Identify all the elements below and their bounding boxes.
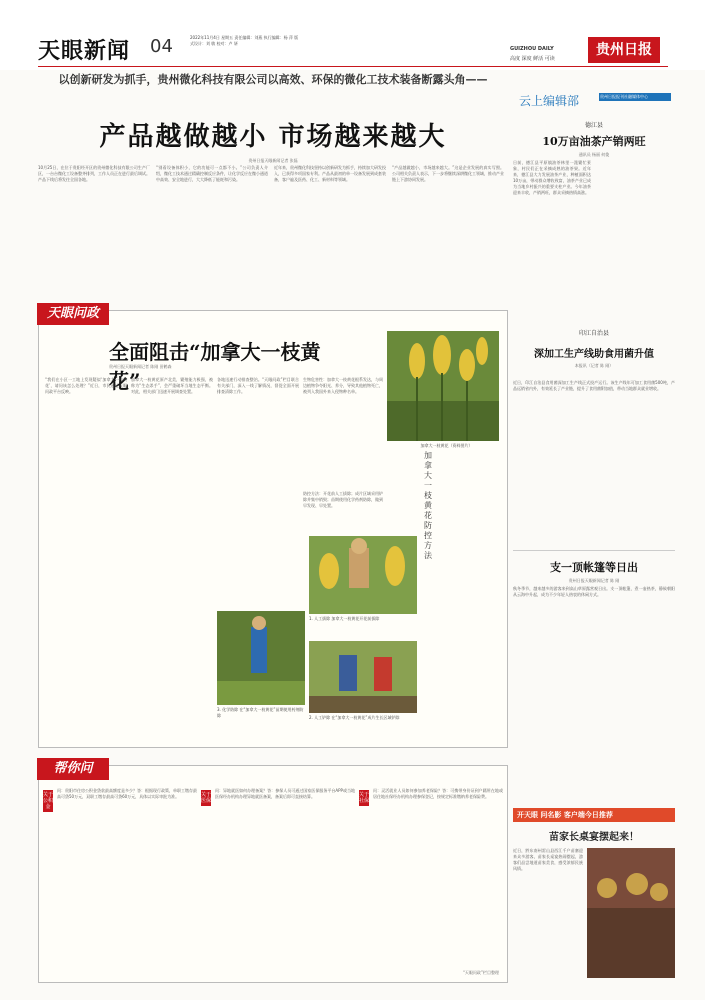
feature-title: 全面阻击“加拿大一枝黄花” (109, 340, 321, 393)
digging-photo (309, 641, 417, 713)
help-note: “天眼问政”栏目整理 (462, 970, 499, 975)
ad-body: 近日，黔东南州雷山县西江千户苗寨迎来众多游客，苗家长桌宴热闹摆起，游客们品尝地道苗家美食，感受浓郁民族风情。 (513, 848, 583, 871)
lead-body-col-2: “别看设备体积小，它的功能可一点都不小。”公司负责人介绍，微化工技术通过精确控制反应条件，让化学反应在微小通道中高效、安全地进行，大大降低了能耗和污染。 (156, 165, 268, 182)
section1-county: 德江县 (584, 122, 603, 129)
section1-body: 日前，德江县平原镇油茶林里一派繁忙景象，村民们正在采摘成熟的油茶果。近年来，德江县大力发展油茶产业，种植面积达10万亩，带动群众增收致富，油茶产业已成为当地乡村振兴的重要支柱产业。今年油茶迎来丰收，产销两旺，群众采摘热情高涨。 (513, 160, 591, 195)
section2-byline: 本报讯（记者 陈 刚） (574, 363, 614, 368)
lead-headline: 产品越做越小 市场越来越大 (99, 122, 447, 152)
ad-title: 苗家长桌宴摆起来！ (549, 832, 639, 843)
photo3-caption: 2. 人工铲除 在“加拿大一枝黄花”成片生长区域铲除 (309, 715, 400, 720)
masthead-slogan: 高度 深度 鲜活 可读 (510, 56, 555, 62)
spraying-photo (217, 611, 305, 705)
lead-byline: 贵州日报天眼新闻记者 张磊 (248, 158, 298, 163)
section-yinjiang (513, 328, 675, 369)
lead-body-col-3: 近年来，贵州微化科技坚持以创新研发为抓手，持续加大研发投入，已获得多项国家专利。产品从最初的单一设备发展到成套装备，客户遍及医药、化工、新材料等领域。 (274, 165, 386, 182)
ad-photo (587, 848, 675, 978)
goldenrod-illustration (387, 331, 499, 441)
help-box (38, 761, 508, 983)
feature-box (38, 306, 508, 748)
help-label-1: 关于公积金 (43, 792, 54, 810)
help-label-2: 关于医保 (201, 792, 212, 804)
newspaper-logo: 贵州日报 (588, 37, 660, 63)
lead-body-col-1: 10月25日，在位于贵阳经开区的贵州微化科技有限公司生产厂区，一台台微化工设备整齐排列，工作人员正在进行最后调试。产品下线后将发往全国各地。 (38, 165, 150, 182)
feature-body-col-2: 加拿大一枝黄花原产北美，繁殖能力极强，被称为“生态杀手”，会严重破坏当地生态平衡。对此，相关部门迅速开展调查处置。 (131, 377, 213, 394)
photo2-caption: 1. 人工拔除 加拿大一枝黄花开花前拔除 (309, 616, 380, 621)
section3-body: 秋冬季节，越来越多的游客来到高山草原露营观日出。支一顶帐篷，煮一壶热茶，静候朝阳从云海中升起，成为不少年轻人热衷的休闲方式。 (513, 586, 675, 597)
app-banner[interactable]: 开天眼 问名影 客户端今日推荐 (513, 808, 675, 822)
section2-title: 深加工生产线助食用菌升值 (534, 349, 654, 360)
ad-illustration (587, 848, 675, 978)
spraying-illustration (217, 611, 305, 705)
section3-title: 支一顶帐篷等日出 (550, 561, 638, 574)
daily-en: GUIZHOU DAILY (510, 46, 554, 52)
page-number: 04 (150, 36, 173, 57)
digging-illustration (309, 641, 417, 713)
edit-label: 云上编辑部 (519, 94, 580, 108)
feature-tag: 天眼问政 (37, 303, 109, 325)
help-item-2: 问：异地就医如何办理备案？答：参保人员可通过国家医保服务平台APP或当地医保经办机构办理异地就医备案，备案后即可直接结算。 (215, 788, 355, 799)
help-tag: 帮你问 (37, 758, 109, 780)
feature-body-col-4: 生物危害性：加拿大一枝黄花根系发达，与周边植物争夺阳光、养分，导致其他植物死亡，被列入我国外来入侵物种名单。 (303, 377, 383, 394)
feature-body-col-5: 防控方法：开花前人工拔除；成片区域采用铲除并集中销毁；苗期使用化学药剂防除，做到早发现、早处置。 (303, 491, 383, 508)
section-tent (513, 550, 675, 584)
section2-body: 近日，印江自治县食用菌深加工生产线正式投产运行。该生产线年可加工食用菌500吨，产品远销省内外，有效延长了产业链，提升了食用菌附加值，带动当地群众就业增收。 (513, 380, 675, 391)
goldenrod-photo (387, 331, 499, 441)
edit-sub: 贵州日报报刊社融媒体中心 (599, 93, 671, 101)
photo1-caption: 加拿大一枝黄花（资料图片） (420, 443, 473, 448)
lead-body-col-4: “产品越做越小，市场越来越大。”这是企业发展的真实写照。公司相关负责人表示，下一步将继续深耕微化工领域，推动产业链上下游协同发展。 (392, 165, 504, 182)
help-item-1: 问：贵阳市住房公积金贷款最高额度是多少？答：根据现行政策，单职工缴存最高可贷50万元，双职工缴存最高可贷60万元，具体以实际审批为准。 (57, 788, 197, 799)
app-recommendation (513, 808, 675, 983)
feature-body-col-3: 各地迅速行动排查整治。“天眼问政”栏目联合有关部门，深入一线了解情况，督促全面开展排查清除工作。 (217, 377, 299, 394)
page-info: 2022年11月4日 星期五 责任编辑：刘燕 执行编辑：杨 萍 版式设计：刘 敏 校对：卢 妍 (190, 35, 299, 46)
masthead-rule (38, 66, 668, 67)
brand-title: 天眼新闻 (38, 39, 131, 64)
section1-title: 10万亩油茶产销两旺 (542, 135, 646, 148)
feature-body-col-1: “我们在小区一工地上发现疑似‘加拿大一枝黄花’，请问该怎么处理？”近日，市民通过天眼问政平台反映。 (45, 377, 127, 394)
help-label-3: 关于社保 (359, 792, 370, 804)
help-item-3: 问：灵活就业人员如何参加养老保险？答：可携带身份证到户籍所在地或居住地社保经办机构办理参保登记，按规定标准缴纳养老保险费。 (373, 788, 503, 799)
pulling-illustration (309, 536, 417, 614)
feature-byline: 贵州日报天眼新闻记者 陈刚 田鹤森 (109, 364, 172, 369)
feature-side-title: 加拿大一枝黄花防控方法 (424, 451, 432, 560)
masthead (0, 0, 705, 70)
photo4-caption: 3. 化学防除 在“加拿大一枝黄花”苗期使用药剂防除 (217, 707, 304, 718)
section1-byline: 通讯员 杨丽 何俊 (578, 152, 610, 157)
section2-county: 印江自治县 (578, 330, 609, 337)
pulling-photo (309, 536, 417, 614)
section3-byline: 贵州日报天眼新闻记者 陈 刚 (568, 578, 620, 583)
edit-label-box (513, 90, 675, 110)
lead-intro: 以创新研发为抓手，贵州微化科技有限公司以高效、环保的微化工技术装备断露头角—— (58, 73, 488, 86)
section-dejiang (513, 120, 675, 158)
